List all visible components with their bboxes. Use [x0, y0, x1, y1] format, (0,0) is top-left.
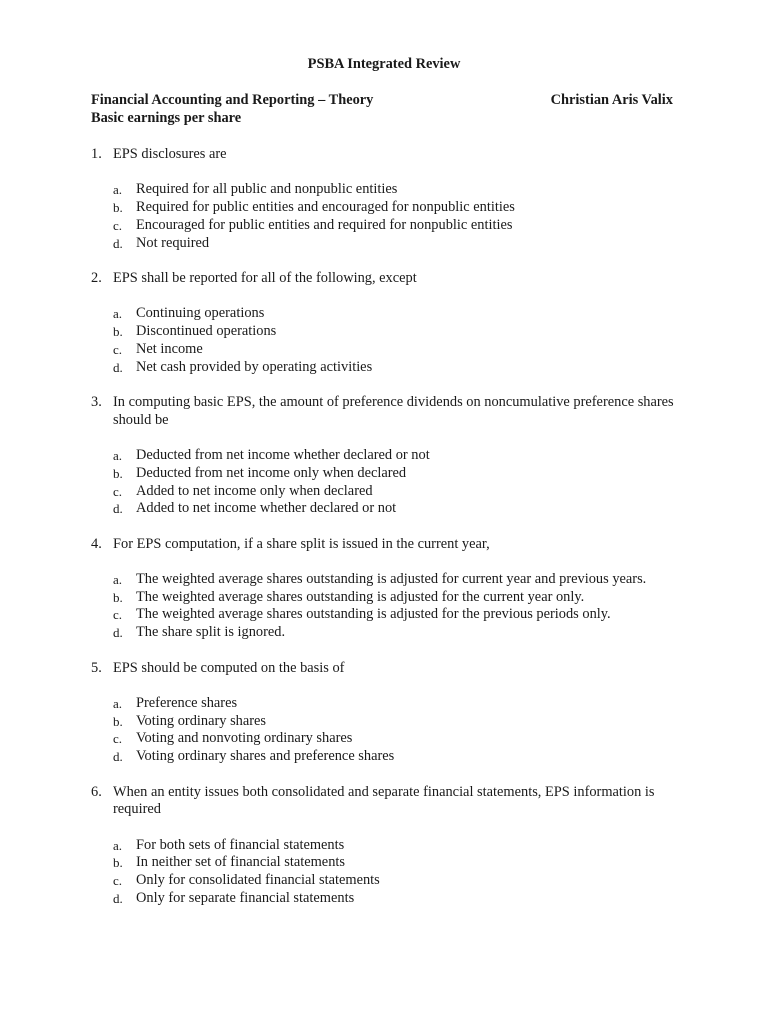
option-letter: b.: [113, 589, 123, 605]
question-number: 2.: [91, 269, 102, 286]
option-text: For both sets of financial statements: [136, 836, 345, 853]
question-stem: [91, 536, 691, 554]
option-text: Preference shares: [136, 694, 238, 711]
option-text: Encouraged for public entities and required for nonpublic entities: [136, 216, 513, 233]
option-text: Voting ordinary shares: [136, 712, 267, 729]
question-stem: [91, 394, 691, 430]
question-text: EPS shall be reported for all of the following, except: [113, 269, 417, 286]
question-1: [91, 146, 691, 252]
question-text: EPS disclosures are: [113, 146, 227, 162]
question-stem: [91, 660, 691, 678]
option-letter: a.: [113, 695, 123, 711]
option-text: Added to net income whether declared or not: [136, 500, 397, 517]
question-3: [91, 394, 691, 518]
option-list: [113, 837, 691, 908]
option-letter: d.: [113, 749, 123, 765]
option-text: Required for public entities and encouraged for nonpublic entities: [136, 198, 515, 215]
topic-heading: Basic earnings per share: [91, 110, 242, 126]
option-text: Added to net income only when declared: [136, 482, 373, 499]
subject-heading: Financial Accounting and Reporting – Theory: [91, 92, 374, 108]
option-text: Only for separate financial statements: [136, 890, 355, 907]
option-item: [113, 483, 691, 501]
option-list: [113, 447, 691, 518]
question-6: [91, 784, 691, 908]
question-5: [91, 660, 691, 766]
option-text: Required for all public and nonpublic entities: [136, 181, 398, 198]
option-item: [113, 447, 691, 465]
option-item: [113, 199, 691, 217]
option-text: Voting ordinary shares and preference shares: [136, 748, 395, 765]
option-item: [113, 235, 691, 253]
option-text: Net cash provided by operating activities: [136, 358, 373, 375]
option-item: [113, 713, 691, 731]
option-letter: d.: [113, 625, 123, 641]
option-item: [113, 748, 691, 766]
option-letter: d.: [113, 891, 123, 907]
option-letter: c.: [113, 731, 123, 747]
option-item: [113, 500, 691, 518]
question-stem: [91, 270, 691, 288]
option-item: [113, 695, 691, 713]
question-list: [91, 146, 691, 925]
option-letter: d.: [113, 359, 123, 375]
option-item: [113, 359, 691, 377]
option-letter: c.: [113, 217, 123, 233]
option-text: Not required: [136, 234, 210, 251]
question-text: When an entity issues both consolidated and separate financial statements, EPS information is required: [113, 783, 655, 818]
option-letter: b.: [113, 713, 123, 729]
author-name: Christian Aris Valix: [550, 92, 673, 108]
question-4: [91, 536, 691, 642]
option-text: The weighted average shares outstanding is adjusted for current year and previous years.: [136, 570, 647, 587]
option-letter: b.: [113, 323, 123, 339]
option-letter: a.: [113, 837, 123, 853]
option-text: Discontinued operations: [136, 322, 277, 339]
option-letter: b.: [113, 855, 123, 871]
option-item: [113, 624, 691, 642]
option-item: [113, 323, 691, 341]
question-number: 6.: [91, 783, 102, 800]
option-text: Only for consolidated financial statements: [136, 872, 380, 889]
question-stem: [91, 146, 691, 164]
option-item: [113, 181, 691, 199]
option-letter: c.: [113, 607, 123, 623]
option-list: [113, 571, 691, 642]
option-item: [113, 872, 691, 890]
option-text: The weighted average shares outstanding is adjusted for the current year only.: [136, 588, 585, 605]
option-letter: c.: [113, 483, 123, 499]
option-list: [113, 695, 691, 766]
question-2: [91, 270, 691, 376]
option-item: [113, 837, 691, 855]
question-number: 1.: [91, 146, 102, 162]
option-item: [113, 465, 691, 483]
option-letter: c.: [113, 873, 123, 889]
option-letter: c.: [113, 341, 123, 357]
option-item: [113, 305, 691, 323]
option-text: Deducted from net income whether declared or not: [136, 446, 430, 463]
option-item: [113, 217, 691, 235]
option-text: Voting and nonvoting ordinary shares: [136, 730, 353, 747]
question-text: For EPS computation, if a share split is issued in the current year,: [113, 535, 490, 552]
option-text: The share split is ignored.: [136, 624, 286, 641]
document-title: PSBA Integrated Review: [307, 56, 461, 72]
option-letter: a.: [113, 571, 123, 587]
option-item: [113, 589, 691, 607]
option-item: [113, 571, 691, 589]
option-letter: a.: [113, 182, 123, 198]
option-letter: b.: [113, 465, 123, 481]
option-letter: d.: [113, 235, 123, 251]
option-item: [113, 854, 691, 872]
option-item: [113, 890, 691, 908]
option-item: [113, 341, 691, 359]
option-list: [113, 305, 691, 376]
option-text: The weighted average shares outstanding is adjusted for the previous periods only.: [136, 606, 611, 623]
question-text: In computing basic EPS, the amount of preference dividends on noncumulative preference shares should be: [113, 393, 674, 428]
question-number: 5.: [91, 659, 102, 676]
option-text: Continuing operations: [136, 305, 265, 322]
option-letter: a.: [113, 306, 123, 322]
option-letter: b.: [113, 199, 123, 215]
option-text: In neither set of financial statements: [136, 854, 345, 871]
option-item: [113, 606, 691, 624]
question-number: 3.: [91, 393, 102, 410]
question-stem: [91, 784, 691, 820]
option-item: [113, 730, 691, 748]
option-list: [113, 181, 691, 252]
question-text: EPS should be computed on the basis of: [113, 659, 345, 676]
question-number: 4.: [91, 535, 102, 552]
option-letter: d.: [113, 501, 123, 517]
option-text: Deducted from net income only when declared: [136, 464, 407, 481]
option-letter: a.: [113, 447, 123, 463]
option-text: Net income: [136, 340, 203, 357]
